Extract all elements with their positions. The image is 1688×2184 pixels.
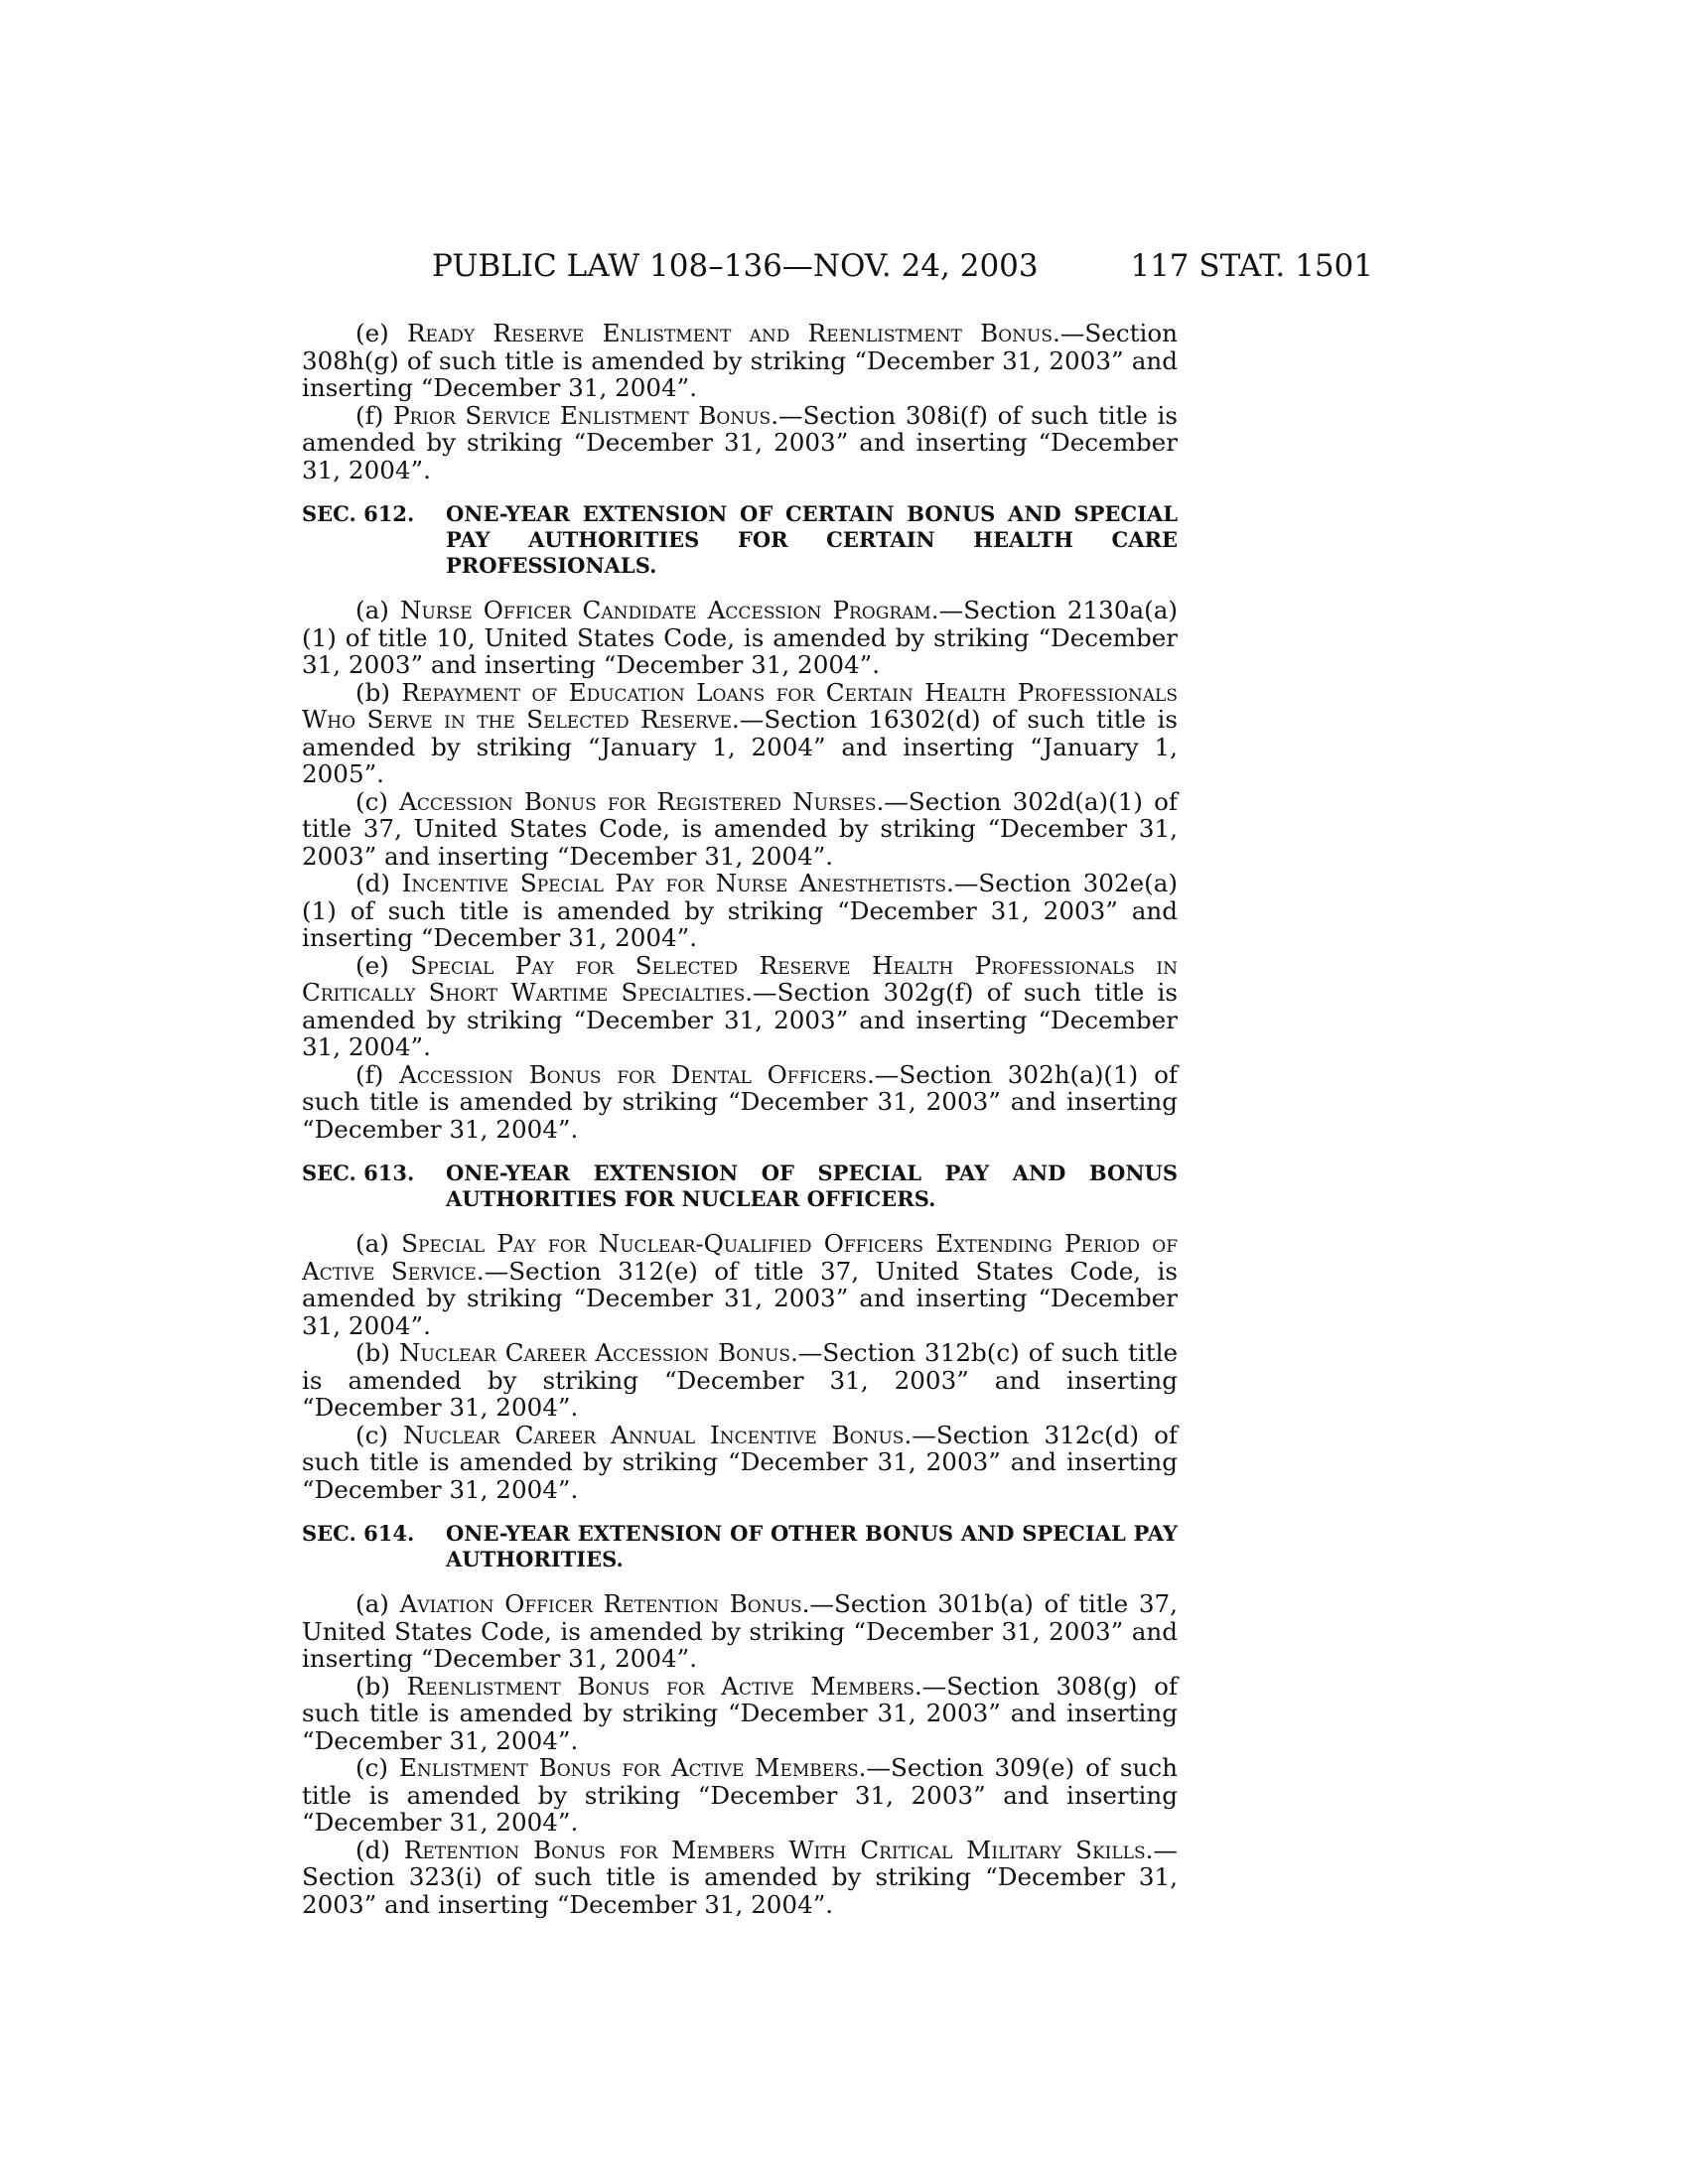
subsection-paragraph [302, 952, 1178, 1061]
subsection-marker: (f) [355, 1059, 384, 1089]
subsection-text: Section 308(g) of such title is amended by striking “December 31, 2003” and inserting “December 31, 2004”. [302, 1671, 1178, 1755]
page-title: PUBLIC LAW 108–136—NOV. 24, 2003 [432, 248, 1039, 284]
subsection-marker: (e) [355, 950, 389, 980]
document-body [302, 320, 1178, 1918]
subsection-text: Section 302h(a)(1) of such title is amended by striking “December 31, 2003” and inserting “December 31, 2004”. [302, 1059, 1178, 1144]
subsection-marker: (a) [355, 596, 389, 624]
subsection-text: Section 302d(a)(1) of title 37, United States Code, is amended by striking “December 31, 2003” and inserting “December 31, 2004”. [302, 786, 1178, 871]
subsection-text: Section 302g(f) of such title is amended by striking “December 31, 2003” and inserting “December 31, 2004”. [302, 978, 1178, 1061]
subsection-marker: (b) [355, 677, 390, 707]
subsection-marker: (e) [355, 319, 389, 347]
subsection-marker: (a) [355, 1589, 389, 1618]
subsection-text: Section 309(e) of such title is amended by striking “December 31, 2003” and inserting “December 31, 2004”. [302, 1753, 1178, 1837]
subsection-text: Section 308i(f) of such title is amended by striking “December 31, 2003” and inserting “December 31, 2004”. [302, 400, 1178, 484]
subsection-marker: (c) [355, 786, 388, 816]
subsection-heading: Special Pay for Selected Reserve Health Professionals in Critically Short Wartime Specialties.— [302, 950, 1178, 1007]
subsection-heading: Repayment of Education Loans for Certain Health Professionals Who Serve in the Selected Reserve.— [302, 677, 1178, 734]
page-reference: 117 STAT. 1501 [1130, 248, 1373, 284]
subsection-marker: (b) [355, 1338, 390, 1367]
subsection-marker: (b) [355, 1671, 390, 1701]
subsection-paragraph [302, 679, 1178, 788]
subsection-marker: (d) [355, 869, 390, 897]
subsection-heading: Nurse Officer Candidate Accession Program.— [399, 596, 964, 624]
subsection-marker: (a) [355, 1229, 389, 1258]
subsection-text: Section 312b(c) of such title is amended by striking “December 31, 2003” and inserting “December 31, 2004”. [302, 1338, 1178, 1422]
subsection-heading: Aviation Officer Retention Bonus.— [399, 1589, 834, 1618]
section-title: ONE-YEAR EXTENSION OF OTHER BONUS AND SPECIAL PAY AUTHORITIES. [446, 1521, 1178, 1571]
section-heading [302, 1521, 1178, 1572]
section-heading [302, 501, 1178, 579]
section-number: SEC. 613. [302, 1160, 415, 1185]
section-heading [302, 1160, 1178, 1212]
subsection-heading: Nuclear Career Annual Incentive Bonus.— [402, 1420, 936, 1449]
subsection-paragraph [302, 597, 1178, 679]
subsection-heading: Enlistment Bonus for Active Members.— [398, 1753, 892, 1782]
subsection-heading: Prior Service Enlistment Bonus.— [392, 400, 803, 430]
subsection-paragraph [302, 1754, 1178, 1837]
subsection-heading: Accession Bonus for Registered Nurses.— [399, 786, 909, 816]
subsection-paragraph [302, 402, 1178, 484]
subsection-paragraph [302, 1673, 1178, 1755]
subsection-heading: Incentive Special Pay for Nurse Anesthetists.— [401, 869, 979, 897]
subsection-heading: Special Pay for Nuclear-Qualified Officers Extending Period of Active Service.— [302, 1229, 1178, 1286]
subsection-text: Section 308h(g) of such title is amended by striking “December 31, 2003” and inserting “December 31, 2004”. [302, 319, 1178, 402]
subsection-paragraph [302, 1230, 1178, 1339]
subsection-text: Section 312(e) of title 37, United States Code, is amended by striking “December 31, 2003” and inserting “December 31, 2004”. [302, 1256, 1178, 1340]
running-head [298, 246, 1373, 286]
subsection-text: Section 302e(a)(1) of such title is amended by striking “December 31, 2003” and inserting “December 31, 2004”. [302, 869, 1178, 952]
subsection-heading: Nuclear Career Accession Bonus.— [399, 1338, 823, 1367]
section-title: ONE-YEAR EXTENSION OF SPECIAL PAY AND BONUS AUTHORITIES FOR NUCLEAR OFFICERS. [446, 1160, 1178, 1211]
subsection-paragraph [302, 1339, 1178, 1422]
subsection-marker: (f) [355, 400, 384, 430]
subsection-marker: (d) [355, 1835, 390, 1864]
subsection-text: Section 301b(a) of title 37, United States Code, is amended by striking “December 31, 2003” and inserting “December 31, 2004”. [302, 1589, 1178, 1673]
subsection-heading: Retention Bonus for Members With Critical Military Skills.— [403, 1835, 1178, 1864]
subsection-paragraph [302, 320, 1178, 402]
subsection-marker: (c) [355, 1753, 388, 1782]
section-number: SEC. 612. [302, 501, 415, 526]
subsection-paragraph [302, 870, 1178, 952]
subsection-text: Section 16302(d) of such title is amended by striking “January 1, 2004” and inserting “January 1, 2005”. [302, 705, 1178, 788]
subsection-paragraph [302, 1061, 1178, 1144]
section-number: SEC. 614. [302, 1521, 415, 1546]
subsection-text: Section 312c(d) of such title is amended by striking “December 31, 2003” and inserting “December 31, 2004”. [302, 1420, 1178, 1504]
subsection-paragraph [302, 1837, 1178, 1919]
subsection-heading: Ready Reserve Enlistment and Reenlistment Bonus.— [407, 319, 1085, 347]
subsection-heading: Accession Bonus for Dental Officers.— [399, 1059, 900, 1089]
subsection-marker: (c) [355, 1420, 388, 1449]
subsection-text: Section 2130a(a)(1) of title 10, United States Code, is amended by striking “December 31, 2003” and inserting “December 31, 2004”. [302, 596, 1178, 679]
section-title: ONE-YEAR EXTENSION OF CERTAIN BONUS AND SPECIAL PAY AUTHORITIES FOR CERTAIN HEALTH CARE PROFESSIONALS. [446, 501, 1178, 578]
subsection-heading: Reenlistment Bonus for Active Members.— [406, 1671, 947, 1701]
subsection-paragraph [302, 1590, 1178, 1673]
subsection-text: Section 323(i) of such title is amended by striking “December 31, 2003” and inserting “December 31, 2004”. [302, 1862, 1178, 1919]
subsection-paragraph [302, 788, 1178, 871]
subsection-paragraph [302, 1422, 1178, 1504]
